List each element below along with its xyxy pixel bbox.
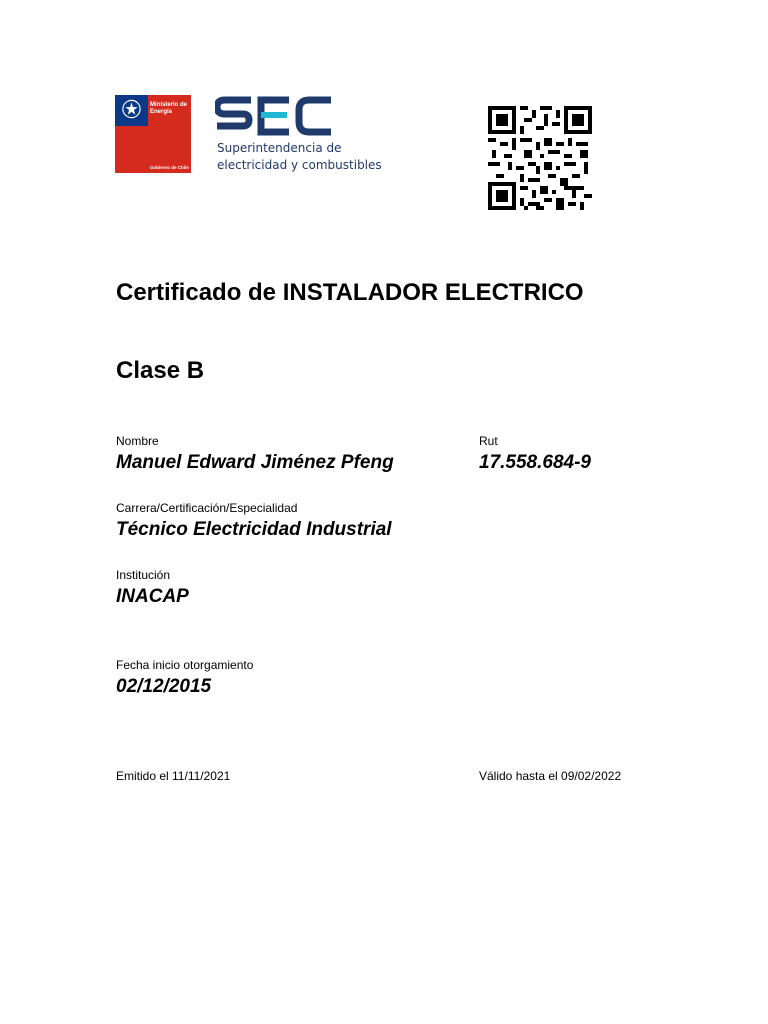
institution-value: INACAP [116,586,189,607]
rut-label: Rut [479,434,498,448]
career-label: Carrera/Certificación/Especialidad [116,501,298,515]
sec-logo [215,96,382,180]
ministerio-energia-logo [115,95,191,173]
name-value: Manuel Edward Jiménez Pfeng [116,452,394,473]
issued-date: Emitido el 11/11/2021 [116,769,231,783]
gobierno-label: Gobierno de Chile [150,165,189,170]
chile-coat-of-arms-icon [120,97,143,121]
career-value: Técnico Electricidad Industrial [116,519,392,540]
certificate-title: Certificado de INSTALADOR ELECTRICO [116,279,584,306]
start-date-label: Fecha inicio otorgamiento [116,658,254,672]
sec-logo-icon [215,96,333,140]
ministerio-line-1: Ministerio de [150,102,188,108]
qr-code-icon [488,106,592,210]
institution-label: Institución [116,568,171,582]
name-label: Nombre [116,434,159,448]
start-date-value: 02/12/2015 [116,676,212,697]
rut-value: 17.558.684-9 [479,452,591,473]
ministerio-line-2: Energía [150,109,173,115]
sec-subtitle-line-2: electricidad y combustibles [217,158,382,172]
certificate-class: Clase B [116,357,205,384]
sec-subtitle-line-1: Superintendencia de [217,141,342,155]
valid-until-date: Válido hasta el 09/02/2022 [479,769,622,783]
